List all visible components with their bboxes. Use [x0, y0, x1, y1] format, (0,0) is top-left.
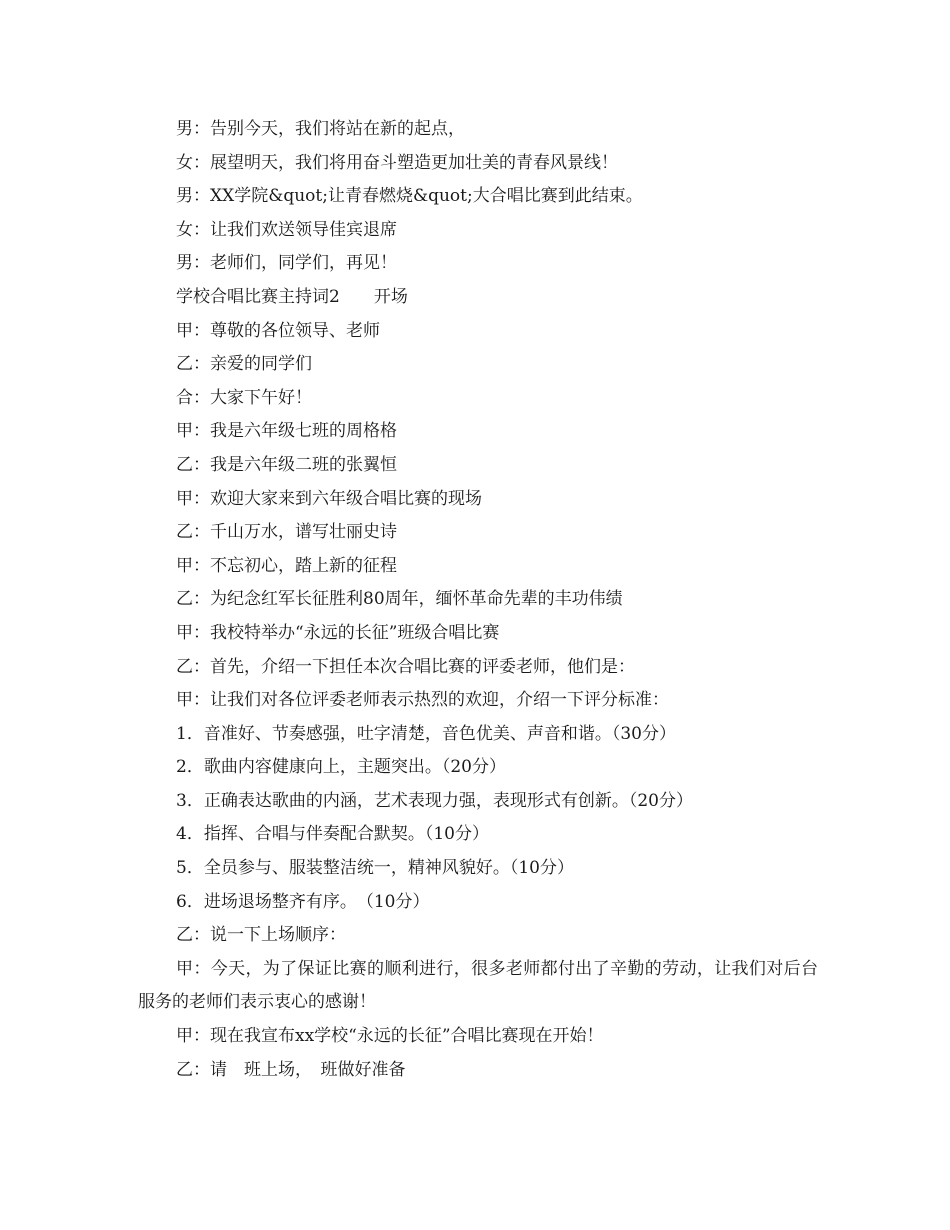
text-line: 乙：为纪念红军长征胜利80周年，缅怀革命先辈的丰功伟绩: [176, 589, 623, 610]
scoring-criterion: 3．正确表达歌曲的内涵，艺术表现力强，表现形式有创新。（20分）: [176, 790, 693, 811]
text-line: 乙：亲爱的同学们: [176, 354, 312, 375]
section-heading: 学校合唱比赛主持词2 开场: [176, 286, 408, 307]
scoring-criterion: 4．指挥、合唱与伴奏配合默契。（10分）: [176, 824, 489, 845]
text-line: 甲：现在我宣布xx学校“永远的长征”合唱比赛现在开始！: [176, 1026, 604, 1047]
text-line: 甲：我是六年级七班的周格格: [176, 421, 397, 442]
document-body: [138, 113, 818, 1087]
scoring-criterion: 1．音准好、节奏感强，吐字清楚，音色优美、声音和谐。（30分）: [176, 723, 676, 744]
text-line: 甲：让我们对各位评委老师表示热烈的欢迎，介绍一下评分标准：: [176, 690, 669, 711]
text-line: 甲：尊敬的各位领导、老师: [176, 320, 380, 341]
text-line: 乙：千山万水，谱写壮丽史诗: [176, 522, 397, 543]
text-line: 乙：首先，介绍一下担任本次合唱比赛的评委老师，他们是：: [176, 656, 635, 677]
text-line: 女：展望明天，我们将用奋斗塑造更加壮美的青春风景线！: [176, 152, 618, 173]
text-line: 男：XX学院&quot;让青春燃烧&quot;大合唱比赛到此结束。: [176, 186, 643, 207]
text-line: 甲：我校特举办“永远的长征”班级合唱比赛: [176, 622, 500, 643]
text-paragraph: 甲：今天，为了保证比赛的顺利进行，很多老师都付出了辛勤的劳动，让我们对后台服务的老师们表示衷心的感谢！: [138, 958, 818, 1013]
scoring-criterion: 2．歌曲内容健康向上，主题突出。（20分）: [176, 757, 506, 778]
text-line: 男：老师们，同学们，再见！: [176, 253, 397, 274]
text-line: 男：告别今天，我们将站在新的起点，: [176, 119, 465, 139]
scoring-criterion: 6．进场退场整齐有序。 （10分）: [176, 891, 430, 912]
text-line: 乙：我是六年级二班的张翼恒: [176, 454, 397, 475]
text-line: 乙：说一下上场顺序：: [176, 925, 346, 946]
scoring-criterion: 5．全员参与、服装整洁统一，精神风貌好。（10分）: [176, 858, 574, 879]
text-line: 乙：请 班上场， 班做好准备: [176, 1059, 406, 1080]
text-line: 合：大家下午好！: [176, 387, 312, 408]
text-line: 甲：欢迎大家来到六年级合唱比赛的现场: [176, 488, 482, 509]
text-line: 女：让我们欢送领导佳宾退席: [176, 219, 397, 240]
text-line: 甲：不忘初心，踏上新的征程: [176, 555, 397, 576]
